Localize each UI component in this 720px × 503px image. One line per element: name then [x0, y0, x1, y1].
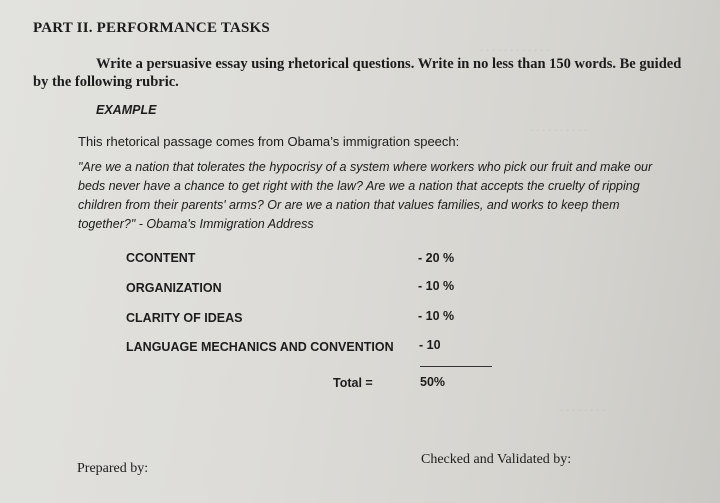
bleed-through-text: . . . . . . . .	[560, 400, 605, 414]
bleed-through-text: . . . . . . . . . . . .	[480, 40, 549, 54]
total-label: Total =	[333, 376, 373, 390]
sum-divider-line	[420, 366, 492, 367]
rubric-percent: - 10 %	[418, 279, 455, 293]
rubric-percent: - 20 %	[418, 251, 455, 265]
example-label: EXAMPLE	[96, 103, 157, 117]
instruction-line-1: Write a persuasive essay using rhetorical questions. Write in no less than 150 words. Be guided	[96, 56, 682, 72]
total-value: 50%	[420, 375, 446, 389]
part-title: PART II. PERFORMANCE TASKS	[33, 20, 270, 36]
rubric-criterion: CCONTENT	[126, 251, 196, 265]
rubric-percent: - 10 %	[418, 309, 455, 323]
bleed-through-text: . . . . . . . . . .	[530, 120, 587, 134]
instruction-line-2: by the following rubric.	[33, 74, 179, 90]
quote-line: "Are we a nation that tolerates the hypocrisy of a system where workers who pick our fruit and make our	[78, 160, 653, 174]
rubric-percent: - 10	[419, 338, 441, 352]
intro-text: This rhetorical passage comes from Obama’s immigration speech:	[78, 134, 460, 149]
checked-by-label: Checked and Validated by:	[421, 452, 572, 467]
quote-line: together?" - Obama's Immigration Address	[78, 217, 314, 231]
quote-line: beds never have a chance to get right with the law? Are we a nation that accepts the cruelty of ripping	[78, 179, 640, 193]
prepared-by-label: Prepared by:	[77, 461, 149, 476]
rubric-criterion: LANGUAGE MECHANICS AND CONVENTION	[126, 340, 394, 354]
quote-line: children from their parents' arms? Or are we a nation that values families, and works to keep them	[78, 198, 620, 212]
rubric-criterion: ORGANIZATION	[126, 281, 222, 295]
rubric-criterion: CLARITY OF IDEAS	[126, 311, 243, 325]
